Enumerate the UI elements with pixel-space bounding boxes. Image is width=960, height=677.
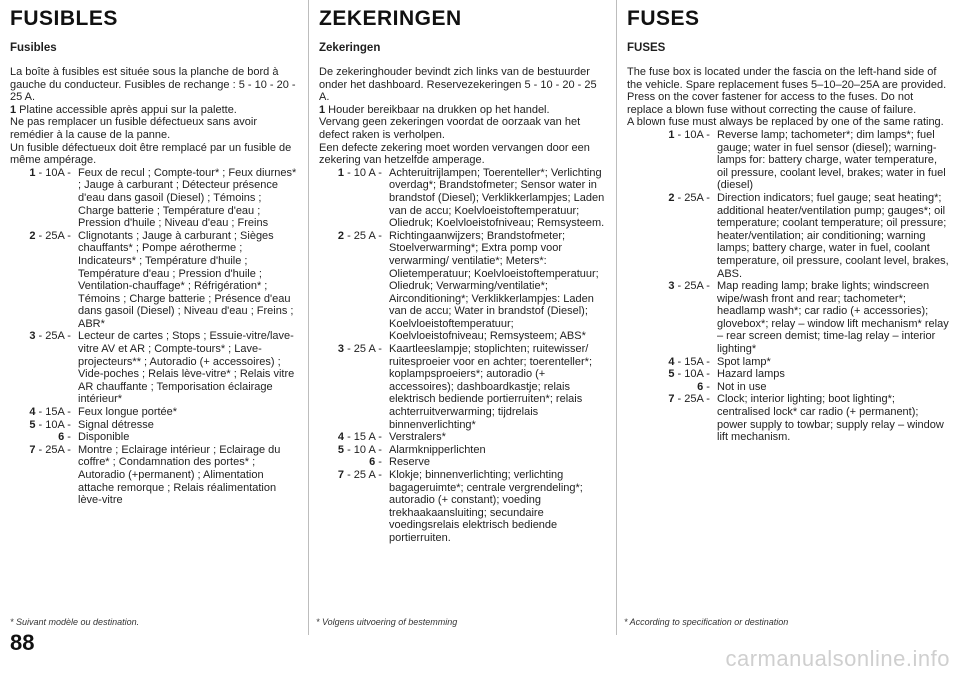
fuse-item [627,368,950,381]
fuse-list-en [627,129,950,444]
fuse-description: Richtingaanwijzers; Brandstofmeter; Stoelverwarming*; Extra pomp voor verwarming/ ventilatie*; Meters*: Olietemperatuur; Koelvloeistoftemperatuur; Oliedruk; Verwarming/ventilatie*; Airconditioning*; Verklikkerlampjes: Laden van de accu; Water in brandstof (Diesel); Koelvloeistoftemperatuur; Koelvloeistofniveau; Remsysteem; ABS* [389,229,599,343]
fuse-number: 2 [29,229,36,242]
press-en: Press on the cover fastener for access to the fuses. Do not replace a blown fuse without correcting the cause of failure. [627,91,917,116]
fuse-description: Achteruitrijlampen; Toerenteller*; Verlichting overdag*; Brandstofmeter; Sensor water in brandstof (Diesel); Verklikkerlampjes; Laden van de accu; Koelvloeistoftemperatuur; Oliedruk; Koelvloeistofniveau; Remsysteem. [389,166,605,230]
footnote-fr: * Suivant modèle ou destination. [10,617,140,627]
subheading-en: FUSES [627,42,666,54]
fuse-item [10,406,298,419]
fuse-description: Spot lamp* [717,355,771,368]
fuse-item [319,230,606,343]
fuse-description: Not in use [717,380,767,393]
fuse-item [627,393,950,443]
fuse-amperage: - [64,431,74,444]
step-fr [10,104,298,117]
intro-en: The fuse box is located under the fascia on the left-hand side of the vehicle. Spare replacement fuses 5–10–20–25A are provided. [627,66,947,91]
fuse-item [319,167,606,230]
fuse-number: 7 [668,393,675,406]
fuse-description: Klokje; binnenverlichting; verlichting bagageruimte*; centrale vergrendeling*; autoradio (+ constant); voeding trekhaakaansluiting; secundaire voedingsrelais elektrisch bediende portierruiten. [389,469,583,544]
fuse-item [627,280,950,356]
fuse-amperage: - 25A - [35,229,74,242]
fuse-amperage: - 10 A - [344,443,385,456]
fuse-item [627,192,950,280]
subheading-fr: Fusibles [10,42,57,54]
fuse-number: 6 [58,431,65,444]
warning-nl: Vervang geen zekeringen voordat de oorzaak van het defect raken is verholpen. [319,116,581,141]
fuse-amperage: - 15A - [674,355,713,368]
fuse-description: Reserve [389,456,430,469]
fuse-item [319,456,606,469]
fuse-description: Disponible [78,431,130,444]
warning-fr: Ne pas remplacer un fusible défectueux sans avoir remédier à la cause de la panne. [10,116,258,141]
fuse-description: Signal détresse [78,418,154,431]
page-title-fr: FUSIBLES [10,7,118,30]
fuse-item [10,230,298,331]
fuse-amperage: - 10A - [674,368,713,381]
fuse-number: 3 [337,343,345,356]
fuse-amperage: - 10A - [35,418,74,431]
dutch-column [308,0,616,635]
fuse-amperage: - 10A - [674,128,713,141]
fuse-number: 4 [337,431,345,444]
page-title-nl: ZEKERINGEN [319,7,462,30]
fuse-number: 2 [668,191,675,204]
fuse-amperage: - 25 A - [344,469,385,481]
fuse-amperage: - 25A - [674,280,713,293]
fuse-amperage: - 15A - [35,406,74,419]
fuse-description: Clignotants ; Jauge à carburant ; Sièges chauffants* ; Pompe aérotherme ; Indicateurs* ; Température d'huile ; Température d'eau ; Pression d'huile ; Ventilation-chauffage* ; Réfrigération* ; Témoins ; Charge batterie ; Présence d'eau dans gasoil (Diesel) ; Niveau d'eau ; Freins ; ABR* [78,229,294,330]
fuse-number: 4 [668,355,675,368]
fuse-number: 5 [29,418,36,431]
fuse-amperage: - 25A - [35,443,74,456]
fuse-item [10,444,298,507]
step-text: Houder bereikbaar na drukken op het handel. [325,103,550,116]
fuse-item [627,381,950,394]
fuse-item [319,469,606,545]
watermark: carmanualsonline.info [725,646,950,671]
fuse-description: Direction indicators; fuel gauge; seat heating*; additional heater/ventilation pump; gauges*; oil temperature; coolant temperature; oil pressure; heater/ventilation; air conditioning; warning lamps; battery charge, water in fuel, coolant temperature, oil pressure, coolant level, brakes, ABS. [717,191,949,280]
fuse-description: Kaartleeslampje; stoplichten; ruitewisser/ ruitesproeier voor en achter; toerenteller*; koplampsproeiers*; autoradio (+ accessoires); dashboardkastje; relais elektrisch bediende portierruiten*; relais achterruitverwarming; tijdrelais binnenverlichting* [389,343,592,431]
fuse-number: 2 [337,229,345,242]
fuse-amperage: - [703,380,713,393]
fuse-number: 3 [668,280,675,293]
fuse-item [319,431,606,444]
step-nl [319,104,606,117]
fuse-amperage: - 15 A - [344,431,385,444]
fuse-number: 5 [337,443,345,456]
fuse-amperage: - 25 A - [344,229,385,242]
fuse-number: 7 [337,469,345,481]
fuse-description: Lecteur de cartes ; Stops ; Essuie-vitre/lave-vitre AV et AR ; Compte-tours* ; Lave-projecteurs** ; Autoradio (+ accessoires) ; Vide-poches ; Relais lève-vitre* ; Relais vitre AR chauffante ; Temporisation éclairage intérieur* [78,330,295,406]
intro-fr: La boîte à fusibles est située sous la planche de bord à gauche du conducteur. Fusibles de rechange : 5 - 10 - 20 - 25 A. [10,66,296,104]
fuse-list-nl [319,167,606,545]
rule-nl: Een defecte zekering moet worden vervangen door een zekering van hetzelfde amperage. [319,141,590,167]
fuse-number: 1 [337,166,345,179]
fuse-description: Montre ; Eclairage intérieur ; Eclairage du coffre* ; Condamnation des portes* ; Autoradio (+permanent) ; Alimentation attache remorque ; Relais réalimentation lève-vitre [78,443,281,507]
fuse-description: Feux de recul ; Compte-tour* ; Feux diurnes* ; Jauge à carburant ; Détecteur présence d'eau dans gasoil (Diesel) ; Témoins ; Charge batterie ; Température d'eau ; Pression d'huile ; Niveau d'eau ; Freins [78,166,297,230]
fuse-item [10,167,298,230]
fuse-number: 1 [668,128,675,141]
fuse-number: 1 [29,166,36,179]
step-text: Platine accessible après appui sur la palette. [16,103,237,116]
fuse-item [10,419,298,432]
fuse-description: Hazard lamps [717,368,785,381]
step-number: 1 [319,103,326,116]
fuse-amperage: - 25A - [35,330,74,343]
fuse-description: Alarmknipperlichten [389,443,486,456]
fuse-item [627,356,950,369]
fuse-description: Clock; interior lighting; boot lighting*; centralised lock* car radio (+ permanent); power supply to towbar; supply relay – window lift mechanism. [717,393,944,444]
subheading-nl: Zekeringen [319,42,381,54]
fuse-number: 5 [668,368,675,381]
english-column [616,0,960,635]
fuse-description: Reverse lamp; tachometer*; dim lamps*; fuel gauge; water in fuel sensor (diesel); warning-lamps for: battery charge, water temperature, oil pressure, coolant level, brakes; water in fuel (diesel) [717,128,946,192]
fuse-amperage: - [375,456,385,469]
fuse-amperage: - 25A - [674,393,713,406]
fuse-item [10,330,298,406]
fuse-item [10,431,298,444]
footnote-nl: * Volgens uitvoering of bestemming [316,617,458,627]
fuse-number: 6 [369,456,376,469]
step-number: 1 [10,103,17,116]
page-title-en: FUSES [627,7,700,30]
fuse-list-fr [10,167,298,507]
fuse-amperage: - 25A - [674,191,713,204]
fuse-amperage: - 25 A - [344,343,385,356]
rule-en: A blown fuse must always be replaced by one of the same rating. [627,116,944,129]
rule-fr: Un fusible défectueux doit être remplacé par un fusible de même ampérage. [10,141,292,167]
fuse-number: 4 [29,406,36,419]
page-number: 88 [10,630,35,655]
fuse-number: 3 [29,330,36,343]
fuse-number: 6 [697,380,704,393]
fuse-number: 7 [29,443,36,456]
fuse-item [627,129,950,192]
intro-nl: De zekeringhouder bevindt zich links van de bestuurder onder het dashboard. Reservezekeringen 5 - 10 - 20 - 25 A. [319,66,597,104]
french-column [0,0,308,635]
fuse-item [319,343,606,431]
fuse-amperage: - 10A - [35,166,74,179]
footnote-en: * According to specification or destination [624,617,789,627]
fuse-description: Verstralers* [389,431,446,444]
fuse-item [319,444,606,457]
fuse-description: Feux longue portée* [78,406,178,419]
fuse-description: Map reading lamp; brake lights; windscreen wipe/wash front and rear; tachometer*; headlamp wash*; car radio (+ accessories); glovebox*; relay – window lift mechanism* relay – rear screen demist; time-lag relay – interior lighting* [717,280,949,356]
fuse-amperage: - 10 A - [344,166,385,179]
